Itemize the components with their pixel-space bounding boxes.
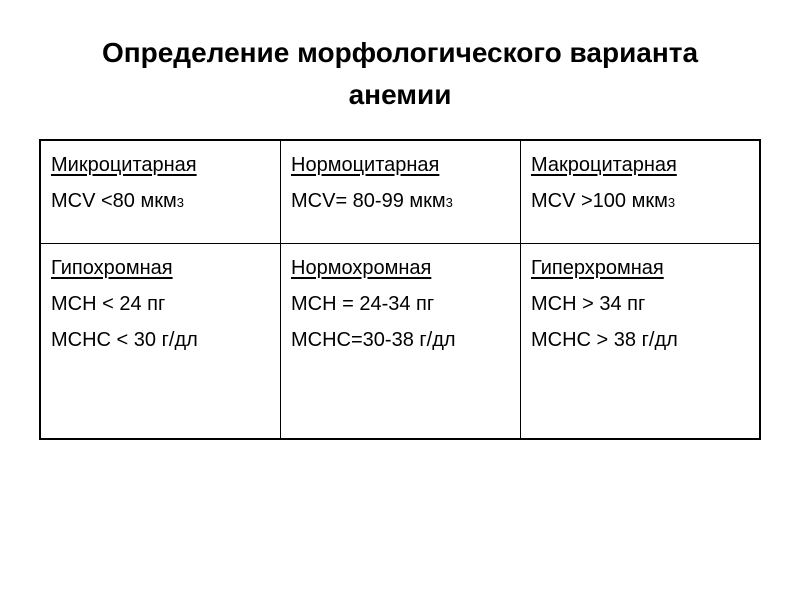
mch-value: MCH < 24 пг <box>51 293 166 315</box>
classification-table <box>39 139 761 440</box>
mchc-value: MCHC=30-38 г/дл <box>291 329 456 351</box>
unit-cubed: 3 <box>445 195 453 210</box>
unit-cubed: 3 <box>176 195 184 210</box>
cell-heading: Гипохромная <box>51 257 173 279</box>
title-line-2: анемии <box>348 79 452 110</box>
cell-normocytic <box>281 141 521 244</box>
mcv-text: MCV= 80-99 мкм <box>291 190 446 212</box>
cell-normochromic <box>281 244 521 438</box>
cell-heading: Микроцитарная <box>51 154 197 176</box>
title-line-1: Определение морфологического варианта <box>101 37 699 68</box>
mch-value: MCH > 34 пг <box>531 293 646 315</box>
cell-microcytic <box>41 141 281 244</box>
cell-hyperchromic <box>521 244 759 438</box>
cell-heading: Макроцитарная <box>531 154 677 176</box>
unit-cubed: 3 <box>667 195 676 210</box>
mcv-text: MCV >100 мкм <box>531 190 668 212</box>
cell-macrocytic <box>521 141 759 244</box>
cell-heading: Нормоцитарная <box>291 154 440 176</box>
mchc-value: MCHC < 30 г/дл <box>51 329 198 351</box>
cell-value <box>531 183 749 221</box>
cell-heading: Гиперхромная <box>531 257 664 279</box>
mcv-text: MCV <80 мкм <box>51 190 177 212</box>
cell-value <box>51 183 270 221</box>
cell-value <box>291 183 510 221</box>
cell-hypochromic <box>41 244 281 438</box>
mchc-value: MCHC > 38 г/дл <box>531 329 678 351</box>
cell-heading: Нормохромная <box>291 257 432 279</box>
mch-value: MCH = 24-34 пг <box>291 293 435 315</box>
page-title <box>0 32 800 116</box>
